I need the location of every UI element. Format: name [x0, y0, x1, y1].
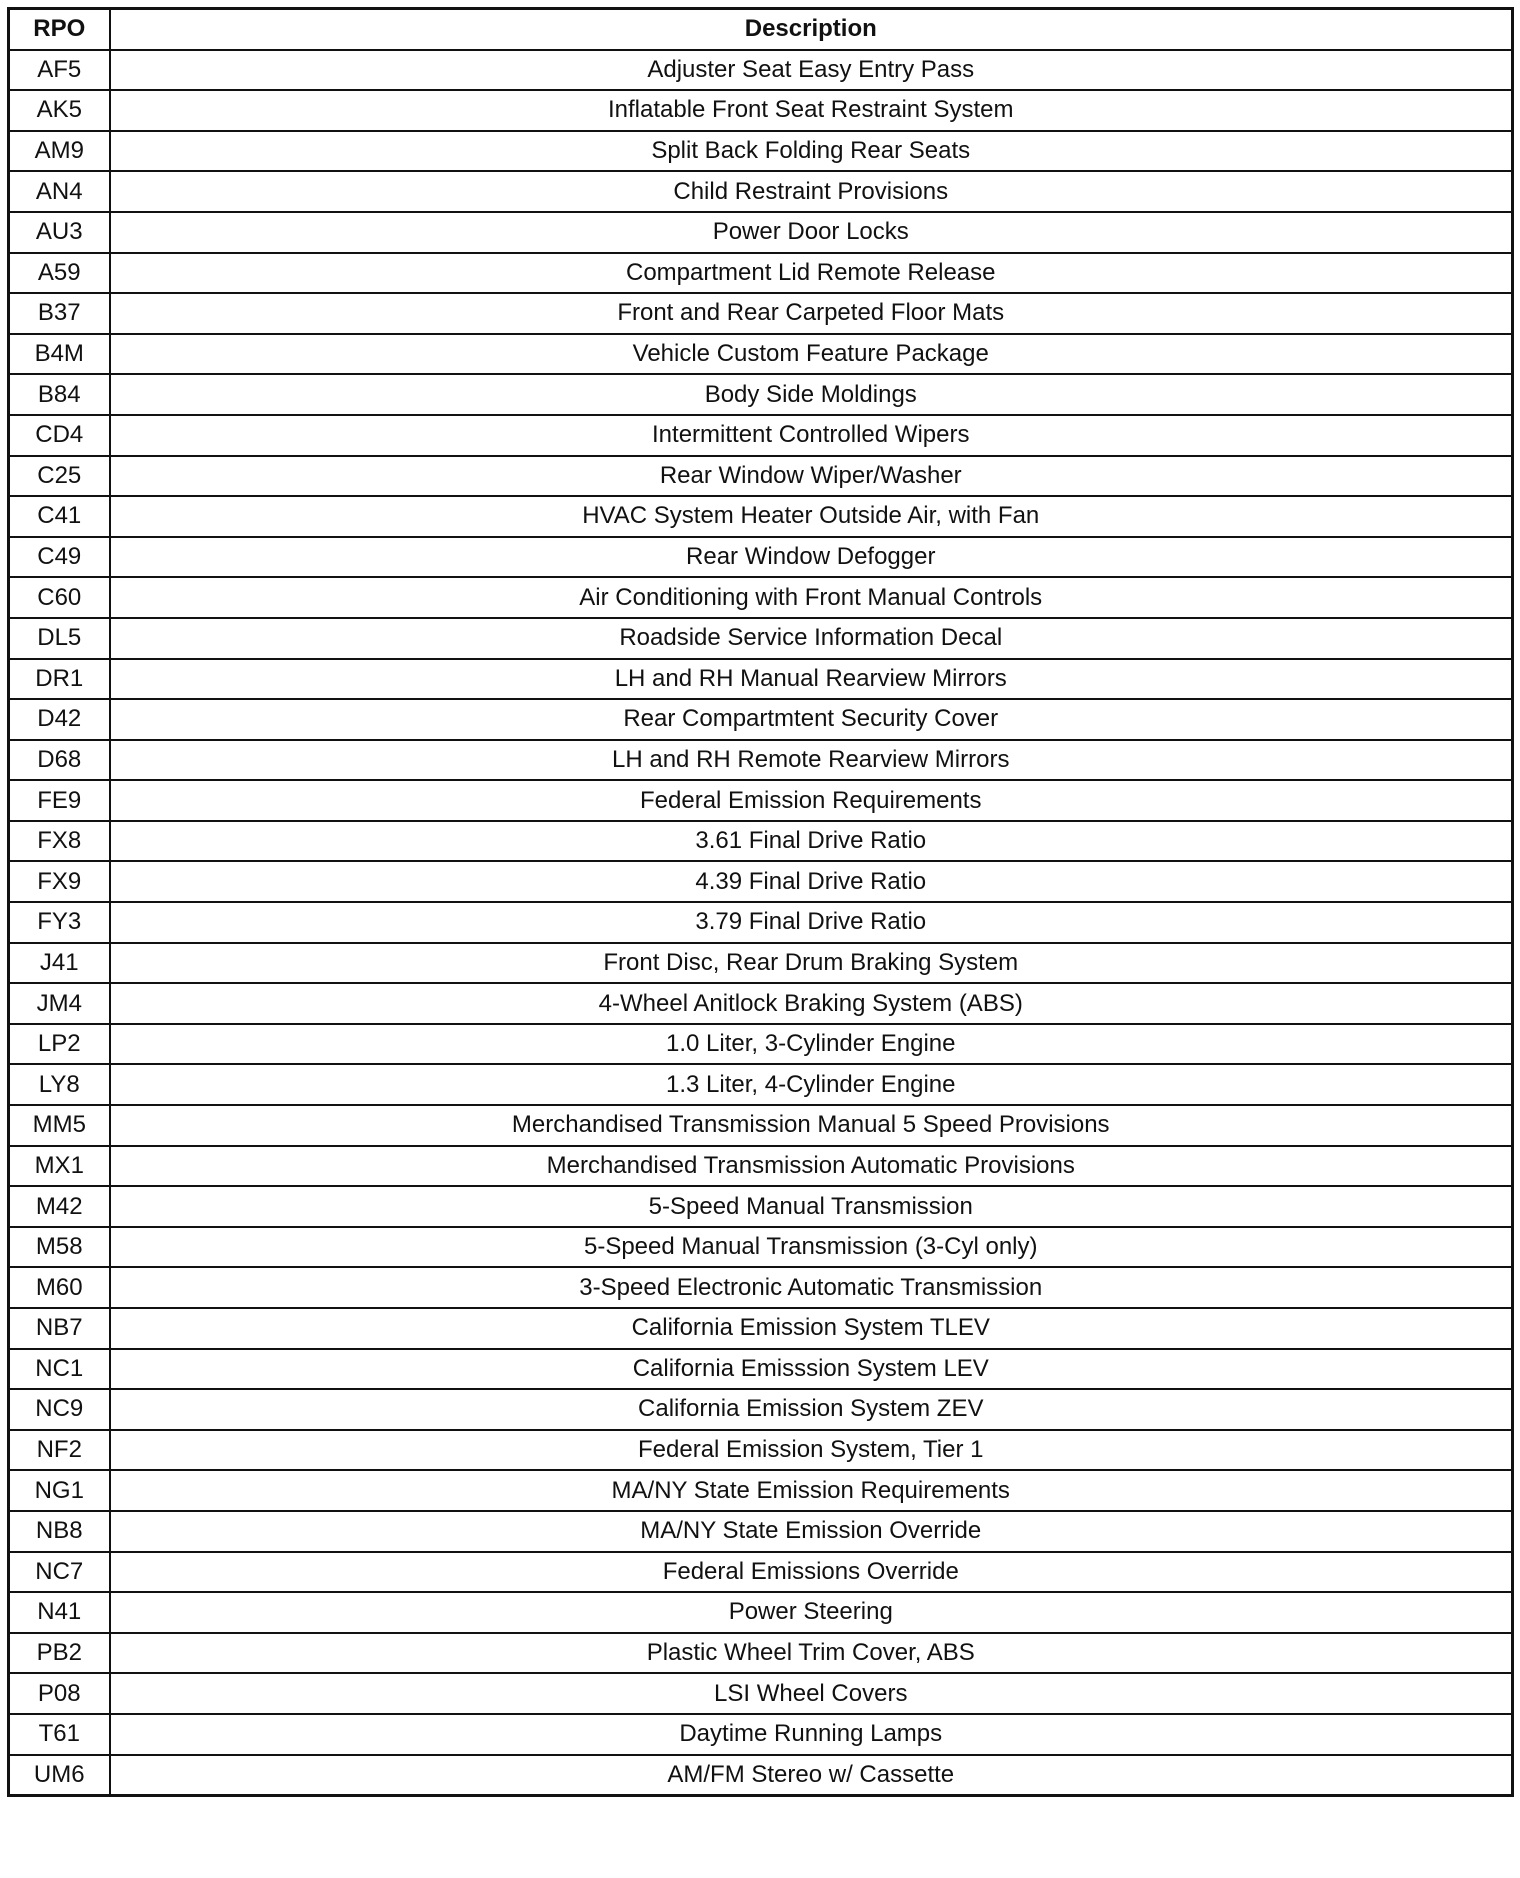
table-row	[9, 1673, 1513, 1714]
table-row	[9, 659, 1513, 700]
rpo-description-cell: 3-Speed Electronic Automatic Transmission	[110, 1267, 1513, 1308]
table-body	[9, 50, 1513, 1796]
table-row	[9, 1552, 1513, 1593]
rpo-description-cell: Intermittent Controlled Wipers	[110, 415, 1513, 456]
table-row	[9, 1389, 1513, 1430]
rpo-code-cell: B37	[9, 293, 110, 334]
table-row	[9, 50, 1513, 91]
table-row	[9, 1024, 1513, 1065]
rpo-description-cell: Power Steering	[110, 1592, 1513, 1633]
rpo-description-cell: Rear Compartmtent Security Cover	[110, 699, 1513, 740]
rpo-description-cell: Daytime Running Lamps	[110, 1714, 1513, 1755]
rpo-description-cell: Federal Emissions Override	[110, 1552, 1513, 1593]
rpo-description-cell: Plastic Wheel Trim Cover, ABS	[110, 1633, 1513, 1674]
rpo-description-cell: HVAC System Heater Outside Air, with Fan	[110, 496, 1513, 537]
table-row	[9, 496, 1513, 537]
rpo-code-cell: D68	[9, 740, 110, 781]
table-header	[9, 9, 1513, 50]
rpo-code-cell: N41	[9, 1592, 110, 1633]
table-row	[9, 983, 1513, 1024]
rpo-code-cell: NF2	[9, 1430, 110, 1471]
rpo-description-cell: Child Restraint Provisions	[110, 171, 1513, 212]
rpo-description-cell: MA/NY State Emission Override	[110, 1511, 1513, 1552]
rpo-description-cell: 3.79 Final Drive Ratio	[110, 902, 1513, 943]
rpo-code-cell: NC7	[9, 1552, 110, 1593]
rpo-description-cell: LH and RH Remote Rearview Mirrors	[110, 740, 1513, 781]
rpo-description-cell: Air Conditioning with Front Manual Controls	[110, 577, 1513, 618]
rpo-code-cell: AU3	[9, 212, 110, 253]
table-row	[9, 1308, 1513, 1349]
rpo-description-cell: Front Disc, Rear Drum Braking System	[110, 943, 1513, 984]
rpo-code-cell: C60	[9, 577, 110, 618]
table-row	[9, 740, 1513, 781]
rpo-description-cell: Federal Emission System, Tier 1	[110, 1430, 1513, 1471]
table-row	[9, 821, 1513, 862]
rpo-description-cell: 4-Wheel Anitlock Braking System (ABS)	[110, 983, 1513, 1024]
rpo-description-cell: Compartment Lid Remote Release	[110, 253, 1513, 294]
table-row	[9, 780, 1513, 821]
table-row	[9, 1186, 1513, 1227]
rpo-description-cell: California Emission System ZEV	[110, 1389, 1513, 1430]
rpo-code-cell: A59	[9, 253, 110, 294]
rpo-code-cell: FX9	[9, 861, 110, 902]
rpo-description-cell: Inflatable Front Seat Restraint System	[110, 90, 1513, 131]
rpo-code-cell: CD4	[9, 415, 110, 456]
rpo-description-cell: Power Door Locks	[110, 212, 1513, 253]
rpo-description-cell: 5-Speed Manual Transmission	[110, 1186, 1513, 1227]
rpo-code-cell: B4M	[9, 334, 110, 375]
rpo-code-cell: MX1	[9, 1146, 110, 1187]
rpo-code-cell: P08	[9, 1673, 110, 1714]
rpo-description-cell: California Emission System TLEV	[110, 1308, 1513, 1349]
rpo-description-cell: LH and RH Manual Rearview Mirrors	[110, 659, 1513, 700]
rpo-code-cell: D42	[9, 699, 110, 740]
rpo-table	[7, 7, 1514, 1797]
rpo-code-cell: JM4	[9, 983, 110, 1024]
rpo-code-cell: B84	[9, 374, 110, 415]
rpo-description-cell: Federal Emission Requirements	[110, 780, 1513, 821]
rpo-description-cell: Rear Window Wiper/Washer	[110, 456, 1513, 497]
rpo-description-cell: Merchandised Transmission Manual 5 Speed Provisions	[110, 1105, 1513, 1146]
table-row	[9, 415, 1513, 456]
table-row	[9, 1430, 1513, 1471]
rpo-description-cell: 1.0 Liter, 3-Cylinder Engine	[110, 1024, 1513, 1065]
rpo-code-cell: FE9	[9, 780, 110, 821]
rpo-code-cell: M60	[9, 1267, 110, 1308]
table-row	[9, 943, 1513, 984]
rpo-description-cell: LSI Wheel Covers	[110, 1673, 1513, 1714]
rpo-code-cell: NC9	[9, 1389, 110, 1430]
rpo-code-cell: AF5	[9, 50, 110, 91]
table-row	[9, 618, 1513, 659]
rpo-code-cell: J41	[9, 943, 110, 984]
rpo-description-cell: Merchandised Transmission Automatic Provisions	[110, 1146, 1513, 1187]
table-row	[9, 293, 1513, 334]
table-row	[9, 1511, 1513, 1552]
table-row	[9, 902, 1513, 943]
table-row	[9, 334, 1513, 375]
table-row	[9, 1755, 1513, 1796]
table-row	[9, 456, 1513, 497]
rpo-description-cell: Rear Window Defogger	[110, 537, 1513, 578]
table-row	[9, 1146, 1513, 1187]
rpo-code-cell: DR1	[9, 659, 110, 700]
rpo-code-cell: NC1	[9, 1349, 110, 1390]
rpo-code-cell: AM9	[9, 131, 110, 172]
table-row	[9, 1592, 1513, 1633]
header-row	[9, 9, 1513, 50]
rpo-description-cell: Front and Rear Carpeted Floor Mats	[110, 293, 1513, 334]
rpo-code-cell: UM6	[9, 1755, 110, 1796]
rpo-description-cell: MA/NY State Emission Requirements	[110, 1470, 1513, 1511]
table-row	[9, 537, 1513, 578]
rpo-code-cell: C49	[9, 537, 110, 578]
table-row	[9, 1714, 1513, 1755]
table-row	[9, 131, 1513, 172]
table-row	[9, 1633, 1513, 1674]
rpo-description-cell: 4.39 Final Drive Ratio	[110, 861, 1513, 902]
rpo-code-cell: C41	[9, 496, 110, 537]
rpo-description-cell: Body Side Moldings	[110, 374, 1513, 415]
table-row	[9, 699, 1513, 740]
rpo-code-cell: NB8	[9, 1511, 110, 1552]
rpo-code-cell: M42	[9, 1186, 110, 1227]
rpo-description-cell: AM/FM Stereo w/ Cassette	[110, 1755, 1513, 1796]
table-row	[9, 212, 1513, 253]
rpo-code-cell: MM5	[9, 1105, 110, 1146]
rpo-description-cell: 3.61 Final Drive Ratio	[110, 821, 1513, 862]
rpo-code-cell: T61	[9, 1714, 110, 1755]
table-row	[9, 1105, 1513, 1146]
rpo-code-cell: NG1	[9, 1470, 110, 1511]
table-row	[9, 253, 1513, 294]
rpo-description-cell: 1.3 Liter, 4-Cylinder Engine	[110, 1064, 1513, 1105]
rpo-code-cell: DL5	[9, 618, 110, 659]
table-row	[9, 1227, 1513, 1268]
rpo-code-cell: LY8	[9, 1064, 110, 1105]
table-row	[9, 1470, 1513, 1511]
rpo-code-cell: PB2	[9, 1633, 110, 1674]
rpo-code-cell: FY3	[9, 902, 110, 943]
table-row	[9, 1349, 1513, 1390]
rpo-description-cell: Split Back Folding Rear Seats	[110, 131, 1513, 172]
rpo-code-cell: LP2	[9, 1024, 110, 1065]
header-code: RPO	[9, 9, 110, 50]
table-row	[9, 577, 1513, 618]
table-row	[9, 861, 1513, 902]
rpo-description-cell: Adjuster Seat Easy Entry Pass	[110, 50, 1513, 91]
rpo-code-cell: M58	[9, 1227, 110, 1268]
table-row	[9, 90, 1513, 131]
table-row	[9, 1267, 1513, 1308]
rpo-code-cell: AK5	[9, 90, 110, 131]
table-row	[9, 1064, 1513, 1105]
rpo-code-cell: NB7	[9, 1308, 110, 1349]
table-row	[9, 374, 1513, 415]
rpo-description-cell: California Emisssion System LEV	[110, 1349, 1513, 1390]
rpo-code-cell: FX8	[9, 821, 110, 862]
rpo-code-cell: C25	[9, 456, 110, 497]
table-row	[9, 171, 1513, 212]
header-description: Description	[110, 9, 1513, 50]
rpo-description-cell: Vehicle Custom Feature Package	[110, 334, 1513, 375]
rpo-code-cell: AN4	[9, 171, 110, 212]
rpo-description-cell: 5-Speed Manual Transmission (3-Cyl only)	[110, 1227, 1513, 1268]
rpo-description-cell: Roadside Service Information Decal	[110, 618, 1513, 659]
